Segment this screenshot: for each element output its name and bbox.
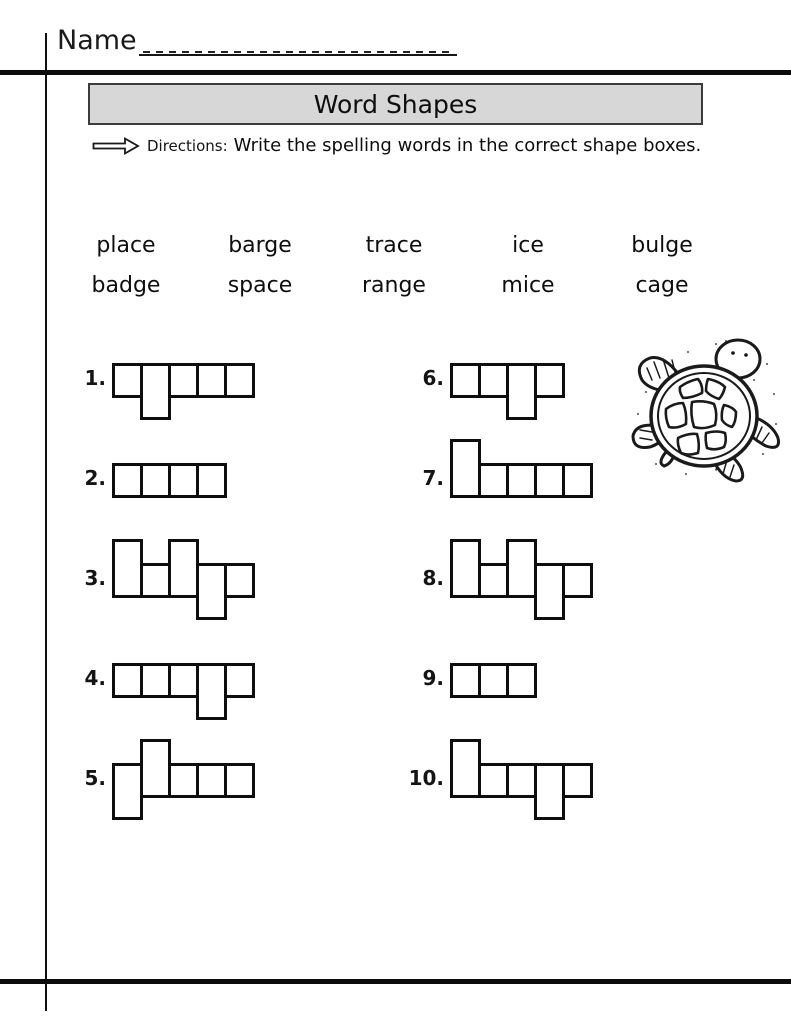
letter-box[interactable] — [168, 363, 199, 398]
letter-box[interactable] — [196, 763, 227, 798]
letter-box[interactable] — [112, 363, 143, 398]
letter-box[interactable] — [534, 363, 565, 398]
shape-number: 2. — [84, 466, 106, 490]
page-title: Word Shapes — [313, 89, 478, 119]
spelling-word: barge — [228, 233, 292, 258]
shape-number: 6. — [422, 366, 444, 390]
spelling-word: ice — [512, 233, 544, 258]
letter-box[interactable] — [168, 539, 199, 598]
spelling-word: range — [362, 273, 426, 298]
letter-box[interactable] — [168, 763, 199, 798]
shape-number: 3. — [84, 566, 106, 590]
directions-label: Directions: — [147, 136, 228, 155]
letter-box[interactable] — [506, 363, 537, 420]
shape-number: 9. — [422, 666, 444, 690]
letter-box[interactable] — [224, 763, 255, 798]
letter-box[interactable] — [450, 363, 481, 398]
letter-box[interactable] — [112, 663, 143, 698]
letter-box[interactable] — [196, 563, 227, 620]
turtle-clipart — [626, 332, 788, 484]
letter-box[interactable] — [562, 763, 593, 798]
letter-box[interactable] — [196, 463, 227, 498]
letter-box[interactable] — [450, 739, 481, 798]
letter-box[interactable] — [224, 363, 255, 398]
letter-box[interactable] — [562, 463, 593, 498]
letter-box[interactable] — [478, 363, 509, 398]
letter-box[interactable] — [196, 363, 227, 398]
letter-box[interactable] — [534, 763, 565, 820]
letter-box[interactable] — [140, 563, 171, 598]
letter-box[interactable] — [140, 663, 171, 698]
directions-text: Write the spelling words in the correct shape boxes. — [233, 135, 702, 156]
spelling-word: bulge — [631, 233, 693, 258]
letter-box[interactable] — [450, 439, 481, 498]
shape-number: 5. — [84, 766, 106, 790]
shape-number: 10. — [408, 766, 444, 790]
letter-box[interactable] — [140, 739, 171, 798]
letter-box[interactable] — [506, 663, 537, 698]
letter-box[interactable] — [224, 663, 255, 698]
letter-box[interactable] — [562, 563, 593, 598]
letter-box[interactable] — [224, 563, 255, 598]
spelling-word: badge — [91, 273, 161, 298]
spelling-word: place — [96, 233, 156, 258]
spelling-word: cage — [635, 273, 689, 298]
letter-box[interactable] — [506, 539, 537, 598]
letter-box[interactable] — [506, 463, 537, 498]
letter-box[interactable] — [478, 763, 509, 798]
shape-number: 8. — [422, 566, 444, 590]
name-label: Name — [57, 25, 137, 56]
letter-box[interactable] — [112, 539, 143, 598]
letter-box[interactable] — [450, 539, 481, 598]
letter-box[interactable] — [140, 363, 171, 420]
letter-box[interactable] — [478, 563, 509, 598]
letter-box[interactable] — [112, 763, 143, 820]
letter-box[interactable] — [196, 663, 227, 720]
shape-number: 7. — [422, 466, 444, 490]
spelling-word: trace — [365, 233, 423, 258]
letter-box[interactable] — [168, 463, 199, 498]
spelling-word: space — [227, 273, 293, 298]
letter-box[interactable] — [478, 463, 509, 498]
letter-box[interactable] — [168, 663, 199, 698]
letter-box[interactable] — [534, 463, 565, 498]
letter-box[interactable] — [506, 763, 537, 798]
letter-box[interactable] — [534, 563, 565, 620]
spelling-word: mice — [501, 273, 555, 298]
shape-number: 1. — [84, 366, 106, 390]
letter-box[interactable] — [450, 663, 481, 698]
letter-box[interactable] — [478, 663, 509, 698]
letter-box[interactable] — [140, 463, 171, 498]
letter-box[interactable] — [112, 463, 143, 498]
shape-number: 4. — [84, 666, 106, 690]
